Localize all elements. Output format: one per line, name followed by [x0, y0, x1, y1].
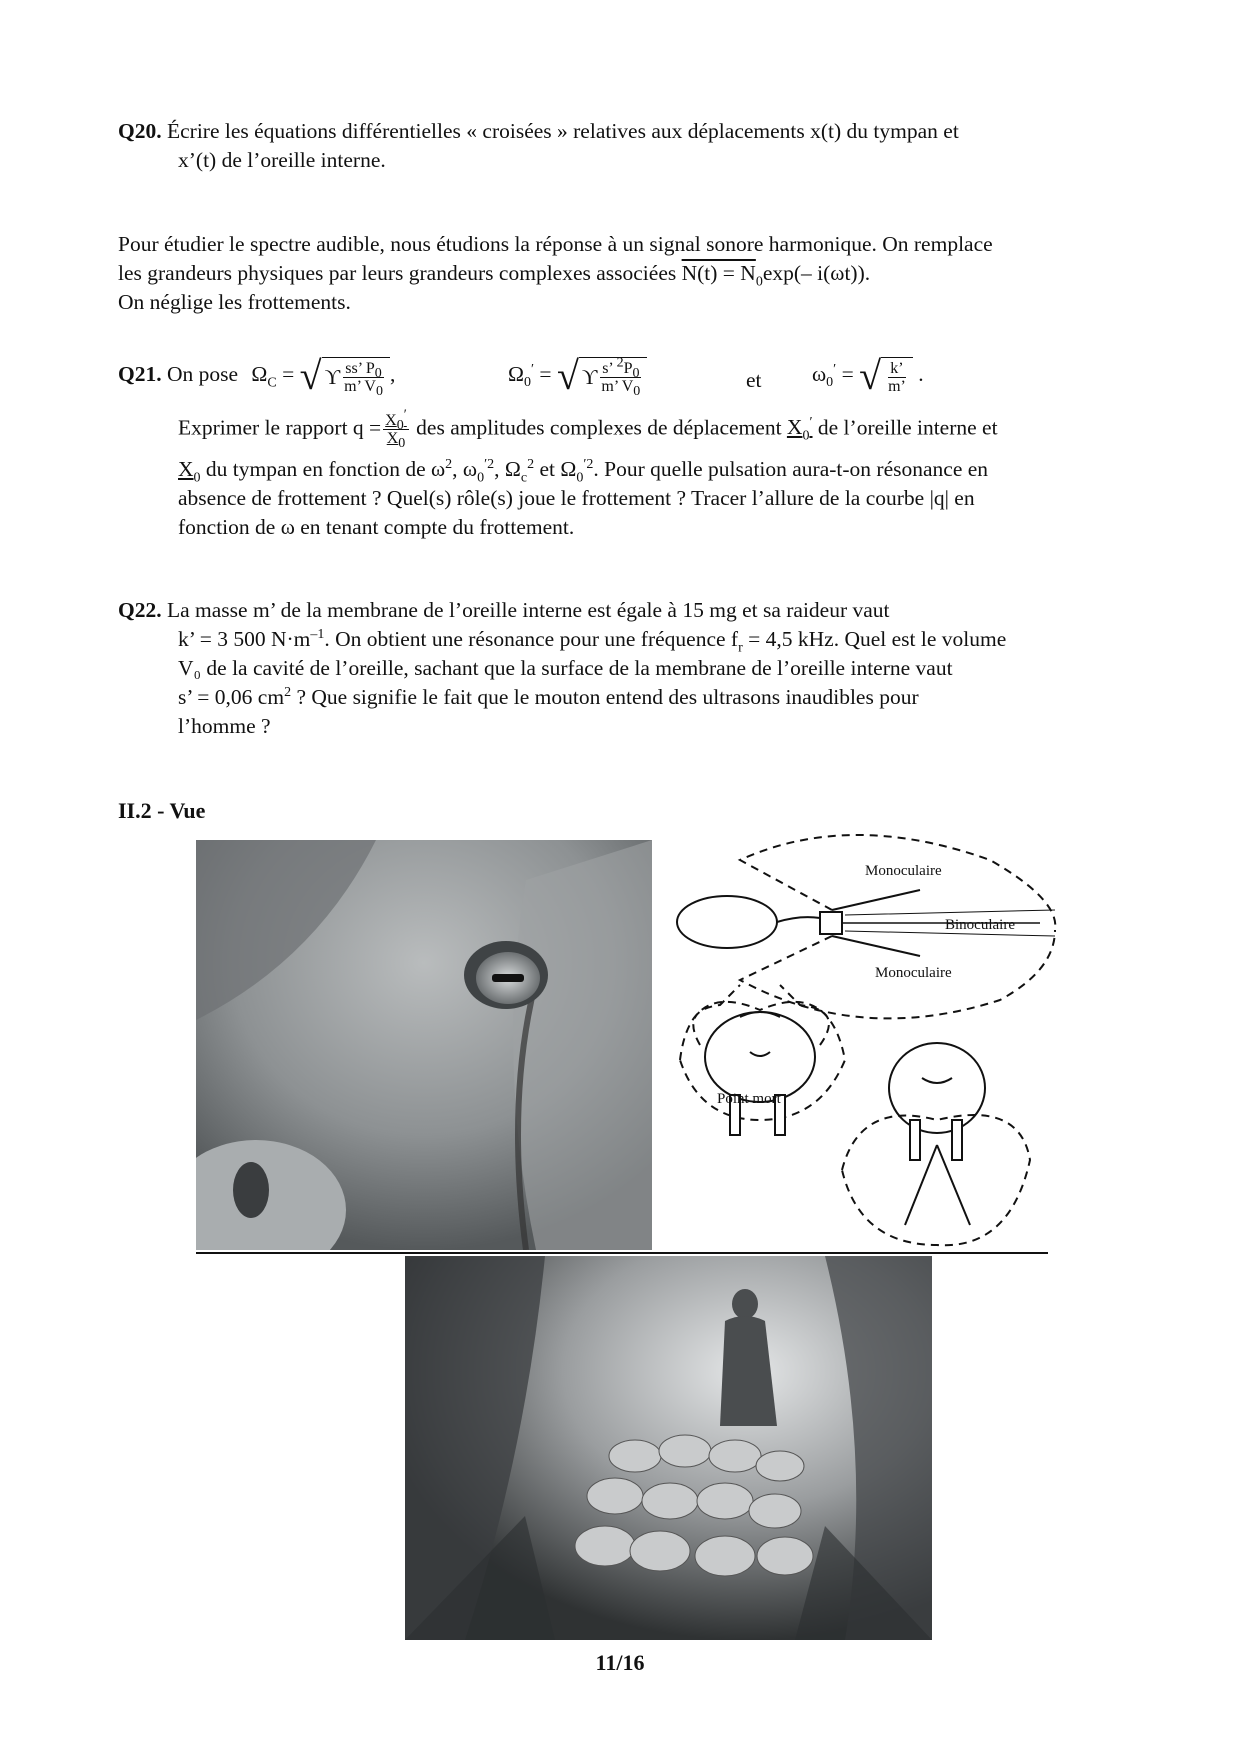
- x0-prime-symbol: $X_0'$: [786, 415, 813, 444]
- intro-exp-expr: exp(– i(ωt)).: [762, 261, 871, 285]
- field-of-view-diagram: [660, 830, 1060, 1255]
- separator-line: [196, 1252, 1048, 1254]
- q20-line2: x’(t) de l’oreille interne.: [178, 148, 386, 172]
- front-view-sheep: [680, 985, 845, 1135]
- q-ratio: $\frac{X_0'}{X_0}$: [385, 407, 407, 452]
- q22-line3: V₀ de la cavité de l’oreille, sachant que la surface de la membrane de l’oreille interne vaut: [178, 656, 953, 680]
- q21-pose: On pose: [166, 361, 239, 386]
- small-omega0-def: $\omega_0'$ = √ $\frac{k’}{m’}$ .: [812, 353, 924, 398]
- omega0-prime-def: $\Omega_0'$ = √ ϒ $\frac{s’ ^2P_0}{m’ V_0}$: [508, 356, 647, 396]
- omega-c-def: $\Omega_C$ = √ ϒ $\frac{ss’ P_0}{m’ V_0}$ ,: [251, 353, 396, 400]
- shepherd-sheep-photo: [405, 1256, 932, 1640]
- q21-et: et: [746, 368, 762, 392]
- label-point-mort: Point mort: [717, 1091, 781, 1107]
- q22-label: Q22.: [118, 598, 162, 622]
- q20-line1: Écrire les équations différentielles « croisées » relatives aux déplacements x(t) du tympan et: [166, 119, 959, 143]
- x0-symbol: $X_0$: [178, 457, 201, 486]
- q21-line-d: fonction de ω en tenant compte du frottement.: [178, 515, 575, 539]
- page-number: 11/16: [595, 1650, 645, 1675]
- q22-k-value: k’ = 3 500 N·m: [178, 627, 311, 651]
- intro-line1: Pour étudier le spectre audible, nous étudions la réponse à un signal sonore harmonique. On remplace: [118, 232, 993, 256]
- label-monoculaire-bottom: Monoculaire: [875, 965, 952, 981]
- sheep-eye-photo: [196, 840, 652, 1250]
- q21-body: [178, 407, 1130, 542]
- label-monoculaire-top: Monoculaire: [865, 863, 942, 879]
- q22-s-value: s’ = 0,06 cm: [178, 685, 285, 709]
- q22-line2: k’ = 3 500 $N\cdot m^{-1}$. On obtient une résonance pour une fréquence $f_r = 4,5$ kHz. Quel est le volume: [178, 626, 1007, 656]
- rear-view-sheep: [842, 1043, 1030, 1245]
- q20-label: Q20.: [118, 119, 162, 143]
- intro-line2-text: les grandeurs physiques par leurs grandeurs complexes associées: [118, 261, 682, 285]
- q21-line-c: absence de frottement ? Quel(s) rôle(s) joue le frottement ? Tracer l’allure de la courbe |q| en: [178, 486, 975, 510]
- q20-block: [118, 117, 1130, 175]
- q21-ratio-text: Exprimer le rapport q =: [178, 415, 382, 440]
- q21-line-b: $X_0$ du tympan en fonction de $\omega^2$, $\omega_0^{'2}$, $\Omega_c^2$ et $\Omega_0^{'2}$. Pour quelle pulsation aura-t-on résonance en: [178, 456, 989, 486]
- intro-paragraph: [118, 230, 1130, 317]
- q21-label: Q21.: [118, 361, 162, 386]
- q21-line-a: [178, 407, 1130, 452]
- section-title: II.2 - Vue: [118, 798, 206, 823]
- q21-oreille-text: de l’oreille interne et: [817, 415, 998, 440]
- q22-line5: l’homme ?: [178, 714, 271, 738]
- intro-line3: On néglige les frottements.: [118, 290, 351, 314]
- q21-resonance-text: Pour quelle pulsation aura-t-on résonance en: [604, 457, 989, 481]
- q22-line4: s’ = 0,06 $cm^2$ ? Que signifie le fait que le mouton entend des ultrasons inaudibles pour: [178, 684, 919, 709]
- q21-amplitudes-text: des amplitudes complexes de déplacement: [416, 415, 782, 440]
- q22-freq-text: . On obtient une résonance pour une fréquence f: [324, 627, 739, 651]
- label-binoculaire: Binoculaire: [945, 917, 1015, 933]
- intro-N-expr: N(t) = N: [681, 261, 756, 285]
- q21-fonction-text: du tympan en fonction de ω: [205, 457, 446, 481]
- intro-N-bar: [682, 261, 756, 285]
- q22-block: [118, 596, 1130, 741]
- q22-line1: La masse m’ de la membrane de l’oreille interne est égale à 15 mg et sa raideur vaut: [166, 598, 890, 622]
- q22-volume-text: = 4,5 kHz. Quel est le volume: [742, 627, 1007, 651]
- q22-ultrasons-text: ? Que signifie le fait que le mouton entend des ultrasons inaudibles pour: [291, 685, 919, 709]
- intro-line2: les grandeurs physiques par leurs grandeurs complexes associées $N(t) = N_0\exp(-$ i(ωt)).: [118, 261, 871, 290]
